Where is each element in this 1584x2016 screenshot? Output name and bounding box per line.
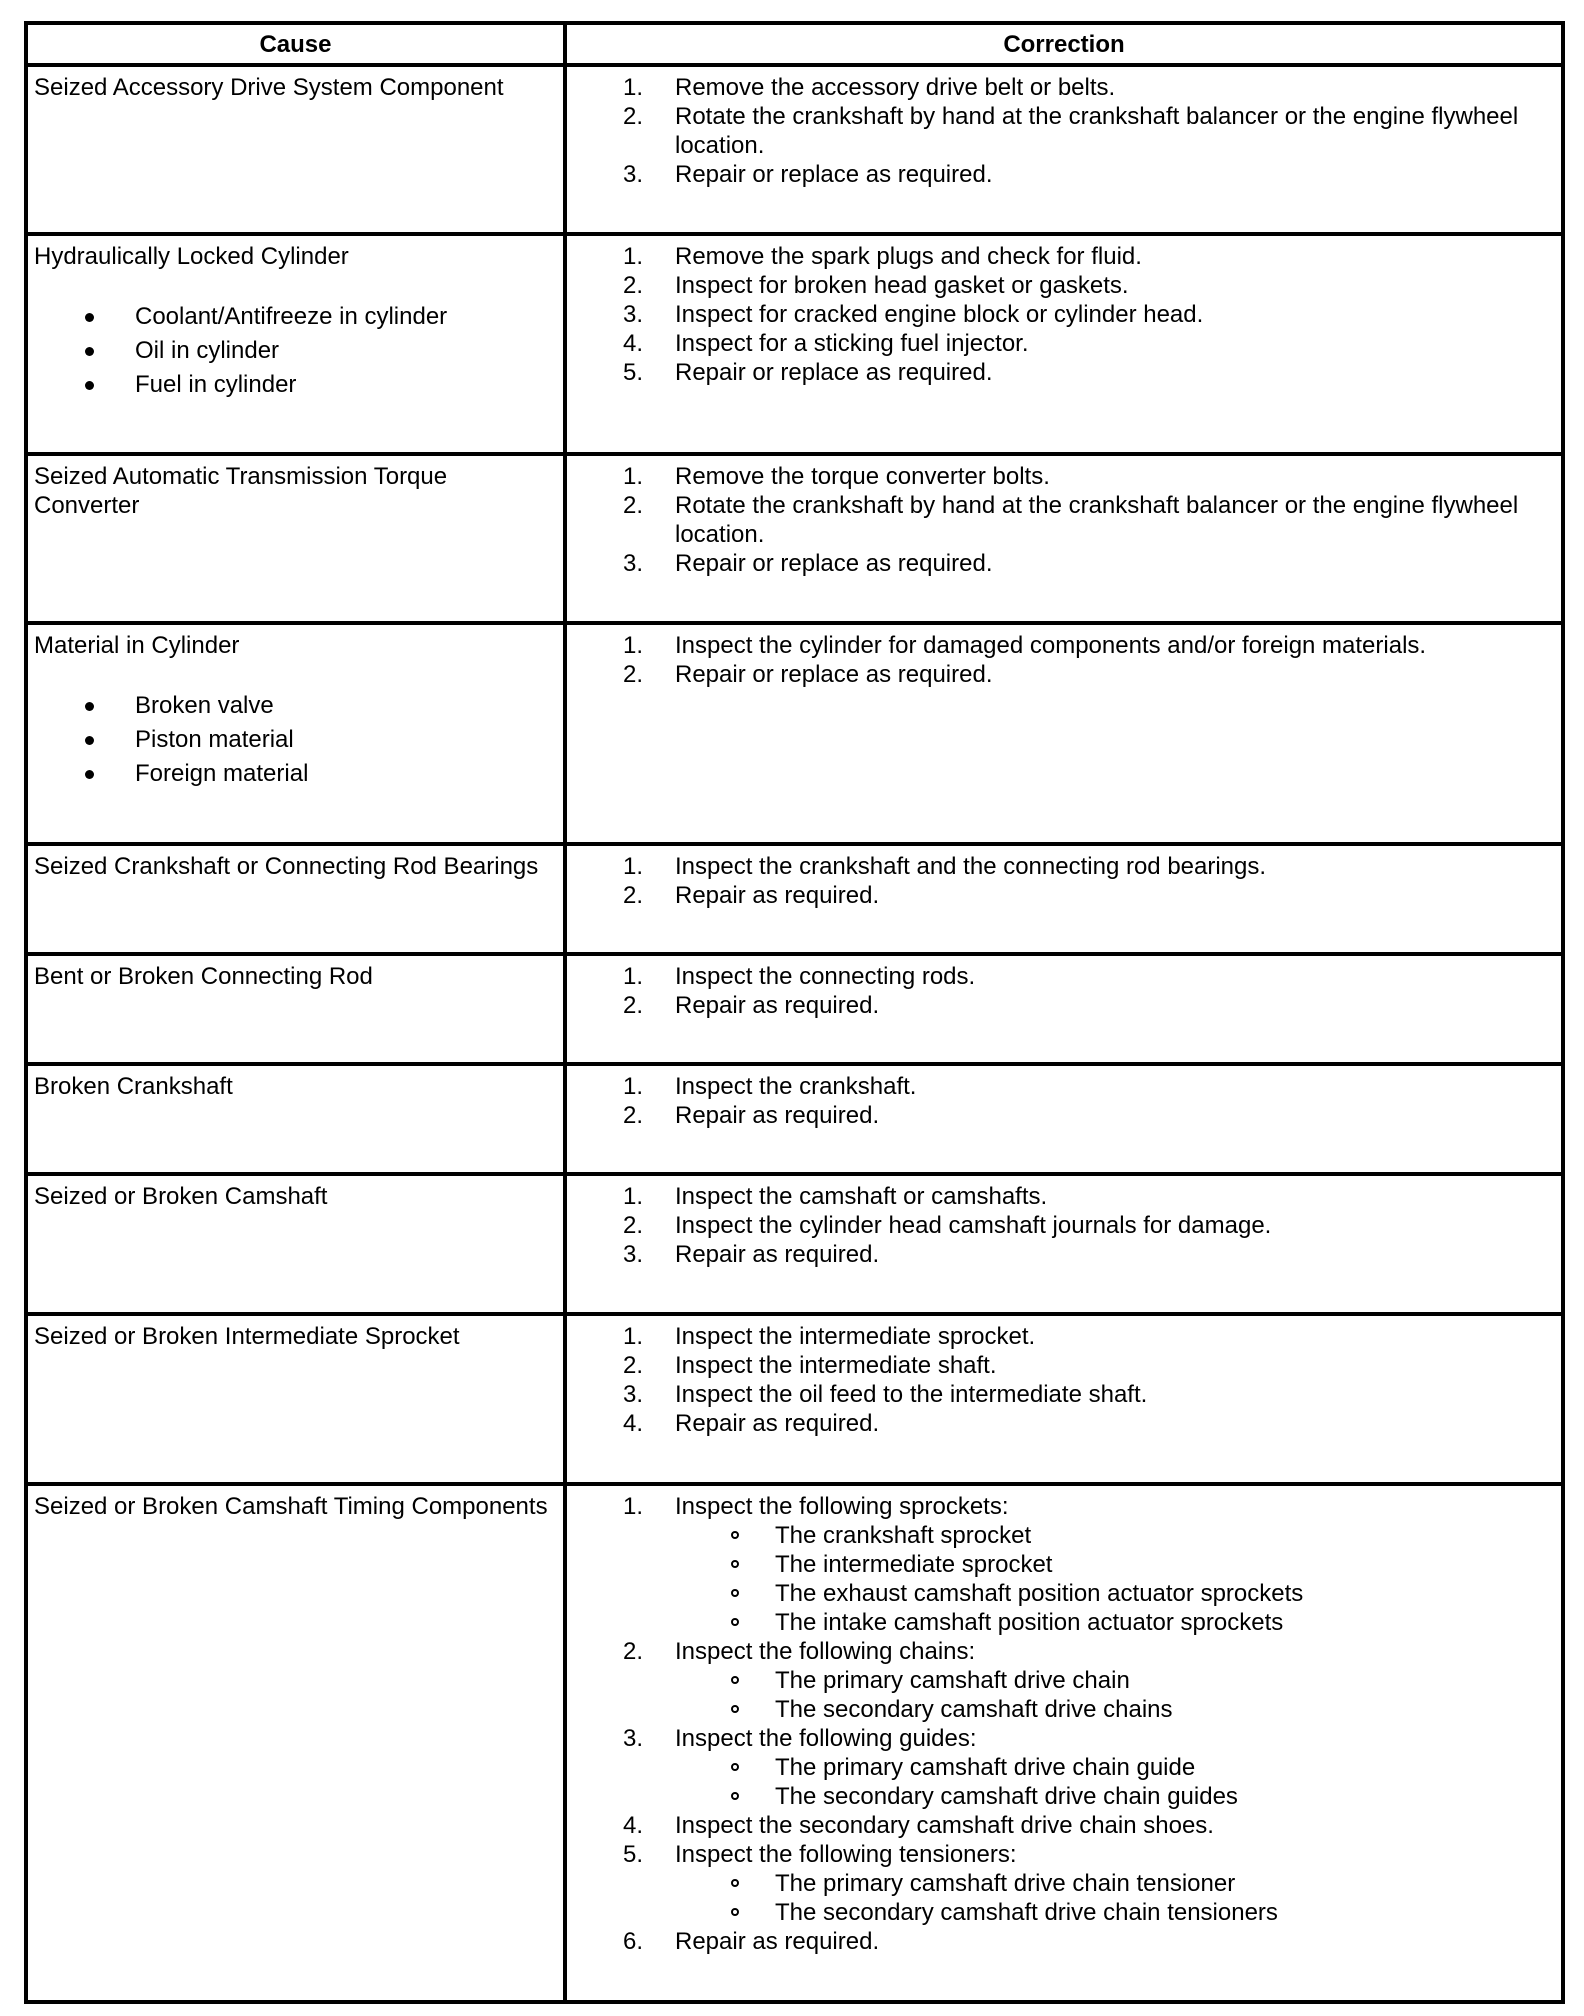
correction-step — [567, 991, 1557, 1020]
step-text: Repair as required. — [675, 1410, 880, 1437]
step-text: Inspect the intermediate shaft. — [675, 1352, 997, 1379]
sub-step-item: The secondary camshaft drive chains — [675, 1695, 1557, 1724]
step-text: Inspect the following tensioners: — [675, 1841, 1017, 1868]
correction-step-list — [567, 73, 1557, 189]
cause-bullet-item: Piston material — [34, 723, 557, 757]
correction-step-list — [567, 1072, 1557, 1130]
cause-text: Seized or Broken Camshaft — [34, 1183, 328, 1210]
step-number: 3. — [623, 301, 644, 328]
step-number: 2. — [623, 1212, 644, 1239]
correction-step — [567, 1211, 1557, 1240]
cause-bullet-item: Oil in cylinder — [34, 334, 557, 368]
cause-text: Bent or Broken Connecting Rod — [34, 963, 373, 990]
step-number: 1. — [623, 853, 644, 880]
step-number: 2. — [623, 1102, 644, 1129]
correction-step — [567, 852, 1557, 881]
cause-bullet-item: Broken valve — [34, 689, 557, 723]
correction-step — [567, 1322, 1557, 1351]
correction-cell — [565, 454, 1563, 623]
step-number: 1. — [623, 1323, 644, 1350]
step-number: 1. — [623, 963, 644, 990]
sub-step-item: The intake camshaft position actuator sprockets — [675, 1608, 1557, 1637]
cause-bullet-list — [34, 689, 557, 791]
correction-step — [567, 549, 1557, 578]
correction-step-list — [567, 1492, 1557, 1956]
correction-step-list — [567, 242, 1557, 387]
step-number: 2. — [623, 882, 644, 909]
step-text: Inspect the crankshaft. — [675, 1073, 917, 1100]
sub-step-item: The secondary camshaft drive chain tensioners — [675, 1898, 1557, 1927]
step-text: Inspect the crankshaft and the connecting rod bearings. — [675, 853, 1267, 880]
step-text: Remove the spark plugs and check for fluid. — [675, 243, 1142, 270]
cause-bullet-item: Fuel in cylinder — [34, 368, 557, 402]
step-text: Remove the torque converter bolts. — [675, 463, 1050, 490]
table-row — [26, 234, 1563, 454]
step-number: 2. — [623, 103, 644, 130]
correction-step-list — [567, 1322, 1557, 1438]
correction-step-list — [567, 852, 1557, 910]
cause-text: Seized or Broken Intermediate Sprocket — [34, 1323, 460, 1350]
cause-cell — [26, 1174, 565, 1314]
step-number: 6. — [623, 1928, 644, 1955]
step-number: 3. — [623, 1241, 644, 1268]
sub-step-item: The primary camshaft drive chain tensioner — [675, 1869, 1557, 1898]
step-text: Inspect the intermediate sprocket. — [675, 1323, 1036, 1350]
sub-step-list — [675, 1753, 1557, 1811]
correction-cell — [565, 234, 1563, 454]
cause-cell — [26, 454, 565, 623]
cause-text: Material in Cylinder — [34, 632, 240, 659]
step-number: 1. — [623, 463, 644, 490]
sub-step-item: The primary camshaft drive chain guide — [675, 1753, 1557, 1782]
correction-step — [567, 491, 1557, 549]
step-text: Rotate the crankshaft by hand at the crankshaft balancer or the engine flywheel location. — [675, 492, 1519, 548]
cause-correction-table — [24, 21, 1565, 2004]
cause-cell — [26, 844, 565, 954]
correction-cell — [565, 1484, 1563, 2002]
step-text: Repair as required. — [675, 992, 880, 1019]
correction-step — [567, 329, 1557, 358]
step-number: 2. — [623, 272, 644, 299]
cause-bullet-list — [34, 300, 557, 402]
cause-cell — [26, 1484, 565, 2002]
step-text: Inspect the cylinder head camshaft journals for damage. — [675, 1212, 1272, 1239]
correction-cell — [565, 1314, 1563, 1484]
cause-cell — [26, 1064, 565, 1174]
step-number: 2. — [623, 992, 644, 1019]
correction-step — [567, 73, 1557, 102]
cause-cell — [26, 234, 565, 454]
step-number: 3. — [623, 550, 644, 577]
step-text: Inspect the secondary camshaft drive chain shoes. — [675, 1812, 1214, 1839]
table-row — [26, 1484, 1563, 2002]
step-number: 5. — [623, 359, 644, 386]
step-number: 1. — [623, 1493, 644, 1520]
step-text: Inspect the oil feed to the intermediate shaft. — [675, 1381, 1148, 1408]
cause-text: Hydraulically Locked Cylinder — [34, 243, 349, 270]
cause-cell — [26, 623, 565, 844]
cause-cell — [26, 1314, 565, 1484]
sub-step-list — [675, 1521, 1557, 1637]
step-text: Inspect the cylinder for damaged components and/or foreign materials. — [675, 632, 1427, 659]
step-text: Repair as required. — [675, 1928, 880, 1955]
correction-step — [567, 1240, 1557, 1269]
sub-step-item: The primary camshaft drive chain — [675, 1666, 1557, 1695]
step-text: Inspect the following chains: — [675, 1638, 976, 1665]
correction-step-list — [567, 462, 1557, 578]
step-text: Inspect the connecting rods. — [675, 963, 976, 990]
step-number: 3. — [623, 1725, 644, 1752]
step-text: Inspect the following guides: — [675, 1725, 977, 1752]
table-header-row — [26, 23, 1563, 65]
correction-cell — [565, 65, 1563, 234]
cause-cell — [26, 954, 565, 1064]
cause-text: Broken Crankshaft — [34, 1073, 233, 1100]
step-text: Repair as required. — [675, 882, 880, 909]
table-row — [26, 454, 1563, 623]
correction-step — [567, 1724, 1557, 1811]
correction-step — [567, 1811, 1557, 1840]
step-number: 1. — [623, 243, 644, 270]
step-text: Inspect for a sticking fuel injector. — [675, 330, 1029, 357]
correction-step — [567, 1380, 1557, 1409]
correction-step — [567, 1409, 1557, 1438]
correction-step — [567, 160, 1557, 189]
correction-step — [567, 1101, 1557, 1130]
correction-step — [567, 462, 1557, 491]
correction-step — [567, 1182, 1557, 1211]
correction-step — [567, 1072, 1557, 1101]
step-number: 4. — [623, 330, 644, 357]
correction-step — [567, 300, 1557, 329]
correction-cell — [565, 1064, 1563, 1174]
step-text: Repair or replace as required. — [675, 550, 993, 577]
step-number: 2. — [623, 661, 644, 688]
step-text: Inspect for broken head gasket or gaskets. — [675, 272, 1129, 299]
correction-step — [567, 1927, 1557, 1956]
correction-step-list — [567, 962, 1557, 1020]
cause-cell — [26, 65, 565, 234]
correction-step — [567, 881, 1557, 910]
correction-column-header: Correction — [565, 23, 1563, 65]
step-number: 4. — [623, 1812, 644, 1839]
cause-text: Seized Crankshaft or Connecting Rod Bearings — [34, 853, 539, 880]
step-number: 4. — [623, 1410, 644, 1437]
table-body — [26, 65, 1563, 2002]
step-text: Repair as required. — [675, 1102, 880, 1129]
step-number: 2. — [623, 492, 644, 519]
step-text: Inspect the following sprockets: — [675, 1493, 1009, 1520]
step-number: 1. — [623, 74, 644, 101]
sub-step-item: The crankshaft sprocket — [675, 1521, 1557, 1550]
table-row — [26, 65, 1563, 234]
cause-text: Seized Accessory Drive System Component — [34, 74, 504, 101]
step-text: Inspect the camshaft or camshafts. — [675, 1183, 1048, 1210]
step-number: 3. — [623, 1381, 644, 1408]
cause-bullet-item: Coolant/Antifreeze in cylinder — [34, 300, 557, 334]
step-text: Repair or replace as required. — [675, 161, 993, 188]
step-text: Repair as required. — [675, 1241, 880, 1268]
sub-step-list — [675, 1666, 1557, 1724]
step-number: 2. — [623, 1352, 644, 1379]
table-row — [26, 844, 1563, 954]
step-number: 1. — [623, 1073, 644, 1100]
step-number: 5. — [623, 1841, 644, 1868]
table-row — [26, 954, 1563, 1064]
correction-step-list — [567, 631, 1557, 689]
cause-bullet-item: Foreign material — [34, 757, 557, 791]
correction-step — [567, 271, 1557, 300]
correction-cell — [565, 954, 1563, 1064]
correction-step — [567, 1351, 1557, 1380]
step-text: Repair or replace as required. — [675, 359, 993, 386]
table-row — [26, 1174, 1563, 1314]
correction-cell — [565, 844, 1563, 954]
step-text: Repair or replace as required. — [675, 661, 993, 688]
correction-step — [567, 660, 1557, 689]
step-number: 2. — [623, 1638, 644, 1665]
correction-step — [567, 631, 1557, 660]
correction-step — [567, 102, 1557, 160]
table-row — [26, 1064, 1563, 1174]
cause-text: Seized Automatic Transmission Torque Converter — [34, 463, 448, 519]
step-text: Inspect for cracked engine block or cylinder head. — [675, 301, 1204, 328]
table-row — [26, 623, 1563, 844]
sub-step-item: The secondary camshaft drive chain guides — [675, 1782, 1557, 1811]
correction-step — [567, 1840, 1557, 1927]
correction-step — [567, 242, 1557, 271]
sub-step-list — [675, 1869, 1557, 1927]
correction-step — [567, 1637, 1557, 1724]
step-number: 1. — [623, 1183, 644, 1210]
step-number: 1. — [623, 632, 644, 659]
correction-step — [567, 962, 1557, 991]
correction-step — [567, 1492, 1557, 1637]
step-text: Rotate the crankshaft by hand at the crankshaft balancer or the engine flywheel location. — [675, 103, 1519, 159]
correction-step-list — [567, 1182, 1557, 1269]
correction-step — [567, 358, 1557, 387]
sub-step-item: The intermediate sprocket — [675, 1550, 1557, 1579]
step-number: 3. — [623, 161, 644, 188]
cause-text: Seized or Broken Camshaft Timing Components — [34, 1493, 548, 1520]
table-row — [26, 1314, 1563, 1484]
step-text: Remove the accessory drive belt or belts. — [675, 74, 1116, 101]
cause-column-header: Cause — [26, 23, 565, 65]
correction-cell — [565, 1174, 1563, 1314]
sub-step-item: The exhaust camshaft position actuator sprockets — [675, 1579, 1557, 1608]
correction-cell — [565, 623, 1563, 844]
